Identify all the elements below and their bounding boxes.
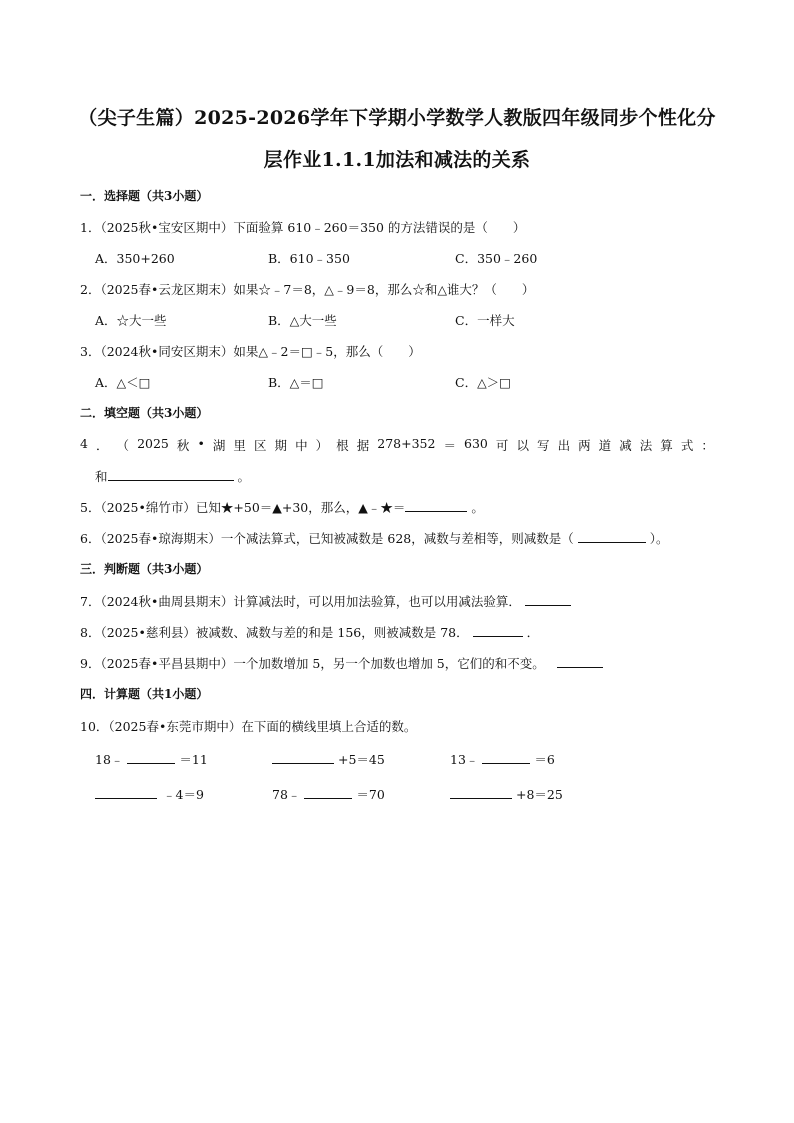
q1-option-a: A．350+260: [95, 251, 175, 266]
question-10: 10．（2025春•东莞市期中）在下面的横线里填上合适的数。: [80, 719, 417, 734]
answer-blank[interactable]: [272, 751, 334, 764]
answer-blank[interactable]: [450, 786, 512, 799]
section-heading-fill: 二．填空题（共3小题）: [80, 406, 209, 420]
calc-item-2: +5＝45: [272, 750, 385, 768]
question-5: 5．（2025•绵竹市）已知★+50＝▲+30，那么，▲﹣★＝ 。: [80, 500, 484, 515]
question-1: 1．（2025秋•宝安区期中）下面验算 610﹣260＝350 的方法错误的是（ ）: [80, 220, 526, 235]
q3-option-b: B．△＝□: [268, 375, 324, 390]
calc-item-1: 18﹣ ＝11: [95, 752, 208, 767]
q3-option-a: A．△＜□: [95, 375, 151, 390]
question-4: 4 ． （ 2025 秋 • 湖 里 区 期 中 ） 根 据 278+352 ＝ 630 可 以 写 出 两 道 减 法 算 式 ：: [80, 436, 714, 453]
q2-option-b: B．△大一些: [268, 313, 337, 328]
calc-item-6: +8＝25: [450, 785, 563, 803]
question-6: 6．（2025春•琼海期末）一个减法算式，已知被减数是 628，减数与差相等，则减数是（ ）。: [80, 531, 669, 546]
section-heading-judge: 三．判断题（共3小题）: [80, 562, 209, 576]
q1-option-c: C．350﹣260: [455, 251, 538, 266]
section-heading-choice: 一．选择题（共3小题）: [80, 189, 209, 203]
answer-blank[interactable]: [304, 786, 352, 799]
q1-option-b: B．610﹣350: [268, 251, 350, 266]
calc-item-4: ﹣4＝9: [95, 785, 204, 803]
answer-blank[interactable]: [557, 655, 603, 668]
question-9: 9．（2025春•平昌县期中）一个加数增加 5，另一个加数也增加 5，它们的和不变。: [80, 654, 603, 672]
section-heading-calc: 四．计算题（共1小题）: [80, 687, 209, 701]
calc-item-3: 13﹣ ＝6: [450, 752, 555, 767]
question-7: 7．（2024秋•曲周县期末）计算减法时，可以用加法验算，也可以用减法验算．: [80, 592, 571, 610]
answer-blank[interactable]: [127, 751, 175, 764]
page-title-line2: 层作业1.1.1加法和减法的关系: [263, 149, 531, 171]
q2-option-c: C．一样大: [455, 313, 515, 328]
answer-blank[interactable]: [578, 530, 646, 543]
question-8: 8．（2025•慈利县）被减数、减数与差的和是 156，则被减数是 78． ．: [80, 625, 540, 640]
answer-blank[interactable]: [473, 624, 523, 637]
question-3: 3．（2024秋•同安区期末）如果△﹣2＝□﹣5，那么（ ）: [80, 344, 421, 359]
calc-item-5: 78﹣ ＝70: [272, 787, 385, 802]
question-2: 2．（2025春•云龙区期末）如果☆﹣7＝8，△﹣9＝8，那么☆和△谁大？（ ）: [80, 282, 535, 297]
answer-blank[interactable]: [405, 499, 467, 512]
q3-option-c: C．△＞□: [455, 375, 511, 390]
answer-blank[interactable]: [525, 593, 571, 606]
q2-option-a: A．☆大一些: [95, 313, 167, 328]
question-4-line2: 和 。: [95, 469, 251, 484]
answer-blank[interactable]: [108, 468, 234, 481]
page-title: （尖子生篇）2025-2026学年下学期小学数学人教版四年级同步个性化分: [78, 107, 716, 129]
answer-blank[interactable]: [482, 751, 530, 764]
answer-blank[interactable]: [95, 786, 157, 799]
